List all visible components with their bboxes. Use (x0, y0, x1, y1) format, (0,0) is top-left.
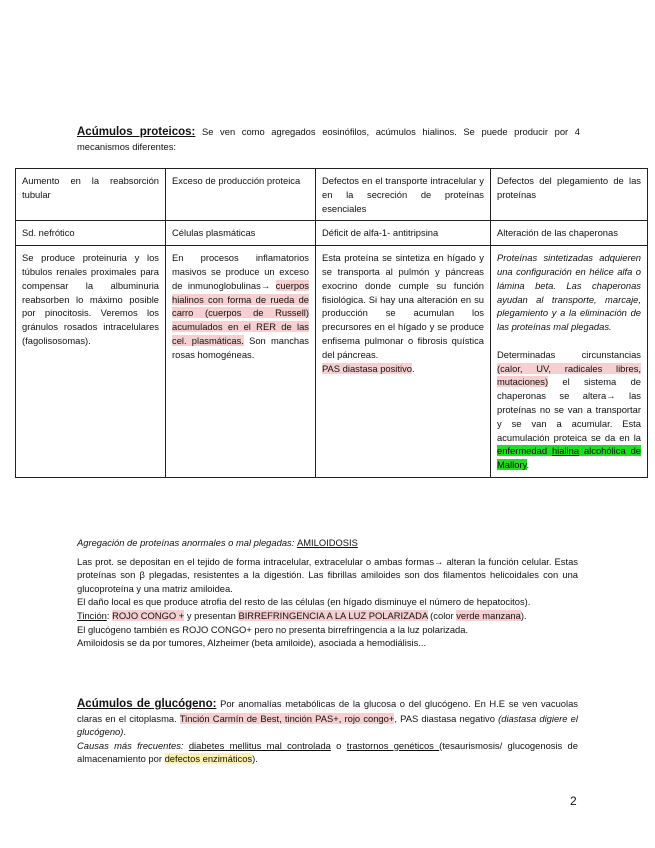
text-span: y presentan (184, 609, 239, 621)
table-cell-reabsorcion: Se produce proteinuria y los túbulos renales proximales para compensar la albuminuria reabsorben lo máximo posible por pinocitosis. Veremos los gránulos rosados intracelulares (fagolisosomas). (16, 246, 166, 478)
table-cell: Sd. nefrótico (16, 221, 166, 246)
text-span: . (411, 362, 415, 374)
glucogeno-section (77, 697, 578, 766)
table-cell-chaperonas (491, 246, 648, 478)
glucogeno-title: Acúmulos de glucógeno: (77, 698, 217, 710)
mechanisms-table (15, 168, 648, 478)
text-span: trastornos genéticos (346, 739, 440, 751)
text-span: , PAS diastasa negativo (394, 712, 499, 724)
highlight-tincion-carmin: Tinción Carmín de Best, tinción PAS+, rojo congo+ (179, 712, 395, 724)
highlight-rojo-congo: ROJO CONGO + (112, 609, 185, 621)
causas-label: Causas más frecuentes: (77, 739, 184, 751)
amiloidosis-section (77, 536, 578, 650)
text-span: Proteínas sintetizadas adquieren una configuración en hélice alfa o lámina beta. Las chaperonas ayudan al transporte, marcaje, plegamiento y a la eliminación de las proteínas mal plegadas. (497, 252, 641, 333)
table-header-row (16, 169, 648, 221)
text-span: Esta proteína se sintetiza en hígado y se transporta al pulmón y páncreas exocrino donde cumple su función fisiológica. Si hay una alteración en su producción se acumulan los precursores en el hígado y se produce enfisema pulmonar o fibrosis quística del páncreas. (322, 252, 484, 360)
text-span: . (526, 459, 530, 471)
highlight-pas: PAS diastasa positivo (322, 362, 412, 374)
glucogeno-paragraph (77, 697, 578, 739)
highlight-birrefringencia: BIRREFRINGENCIA A LA LUZ POLARIZADA (238, 609, 428, 621)
text-span: : (106, 609, 113, 621)
text-span: Determinadas circunstancias (497, 348, 641, 360)
text-span: ). (252, 753, 258, 765)
amiloidosis-p3 (77, 609, 578, 623)
text-span: ). (520, 609, 527, 621)
text-span: hialina (551, 445, 580, 457)
text-span: alcohólica de Mallory (497, 445, 641, 471)
text-span: Por anomalías metabólicas de la glucosa o del glucógeno. En H.E se ven vacuolas claras en el citoplasma. (77, 698, 578, 724)
text-span: (color (427, 609, 457, 621)
table-cell-antitripsina (316, 246, 491, 478)
intro-paragraph (77, 125, 580, 153)
amiloidosis-p4: El glucógeno también es ROJO CONGO+ pero no presenta birrefringencia a la luz polarizada. (77, 623, 469, 635)
table-header-cell: Exceso de producción proteica (166, 169, 316, 221)
text-span: diabetes mellitus mal controlada (188, 739, 331, 751)
intro-title: Acúmulos proteicos: (77, 126, 196, 138)
table-header-cell: Aumento en la reabsorción tubular (16, 169, 166, 221)
text-span: Agregación de proteínas anormales o mal plegadas: (77, 537, 297, 548)
table-cell-plasmaticas (166, 246, 316, 478)
highlight-cuerpos-russell: cuerpos hialinos con forma de rueda de carro (cuerpos de Russell) acumulados en el RER de las cel. plasmáticas. (172, 279, 309, 346)
page-number: 2 (570, 794, 577, 808)
table-cell: Células plasmáticas (166, 221, 316, 246)
amiloidosis-p5: Amiloidosis se da por tumores, Alzheimer (beta amiloide), asociada a hemodiálisis... (77, 637, 427, 649)
intro-text: Se ven como agregados eosinófilos, acúmulos hialinos. Se puede producir por 4 mecanismos diferentes: (77, 126, 580, 152)
text-span: el sistema de chaperonas se altera→ las proteínas no se van a transportar y se van a acumular. Esta acumulación proteica se da en la (497, 376, 641, 443)
text-span: enfermedad (497, 445, 552, 457)
text-span: Son manchas rosas homogéneas. (172, 334, 309, 360)
text-span: . (123, 726, 126, 738)
amiloidosis-p2: El daño local es que produce atrofia del resto de las células (en hígado disminuye el número de hepatocitos). (77, 596, 531, 608)
table-example-row (16, 221, 648, 246)
highlight-defectos-enzimaticos: defectos enzimáticos (164, 753, 253, 765)
table-description-row (16, 246, 648, 478)
table-header-cell: Defectos del plegamiento de las proteínas (491, 169, 648, 221)
table-cell: Déficit de alfa-1- antitripsina (316, 221, 491, 246)
tincion-label: Tinción (77, 609, 107, 621)
table-cell: Alteración de las chaperonas (491, 221, 648, 246)
text-span: En procesos inflamatorios masivos se produce un exceso de inmunoglobulinas→ (172, 252, 309, 291)
text-span: (tesaurismosis/ glucogenosis de almacenamiento por (77, 739, 578, 765)
amiloidosis-title: AMILOIDOSIS (296, 537, 358, 548)
glucogeno-causas (77, 739, 578, 766)
amiloidosis-heading (77, 536, 578, 550)
table-header-cell: Defectos en el transporte intracelular y en la secreción de proteínas esenciales (316, 169, 491, 221)
text-span: o (330, 739, 347, 751)
highlight-circunstancias: (calor, UV, radicales libres, mutaciones) (497, 362, 641, 388)
amiloidosis-p1: Las prot. se depositan en el tejido de forma intracelular, extracelular o ambas formas→ alteran la función celular. Estas proteínas son β plegadas, resistentes a la digestión. Las fibrillas amiloides son dos filamentos helicoidales con una glucoproteína y una matriz amiloidea. (77, 555, 578, 594)
highlight-mallory (497, 445, 641, 470)
text-span: (diastasa digiere el glucógeno) (77, 712, 578, 738)
highlight-verde-manzana: verde manzana (456, 609, 521, 621)
